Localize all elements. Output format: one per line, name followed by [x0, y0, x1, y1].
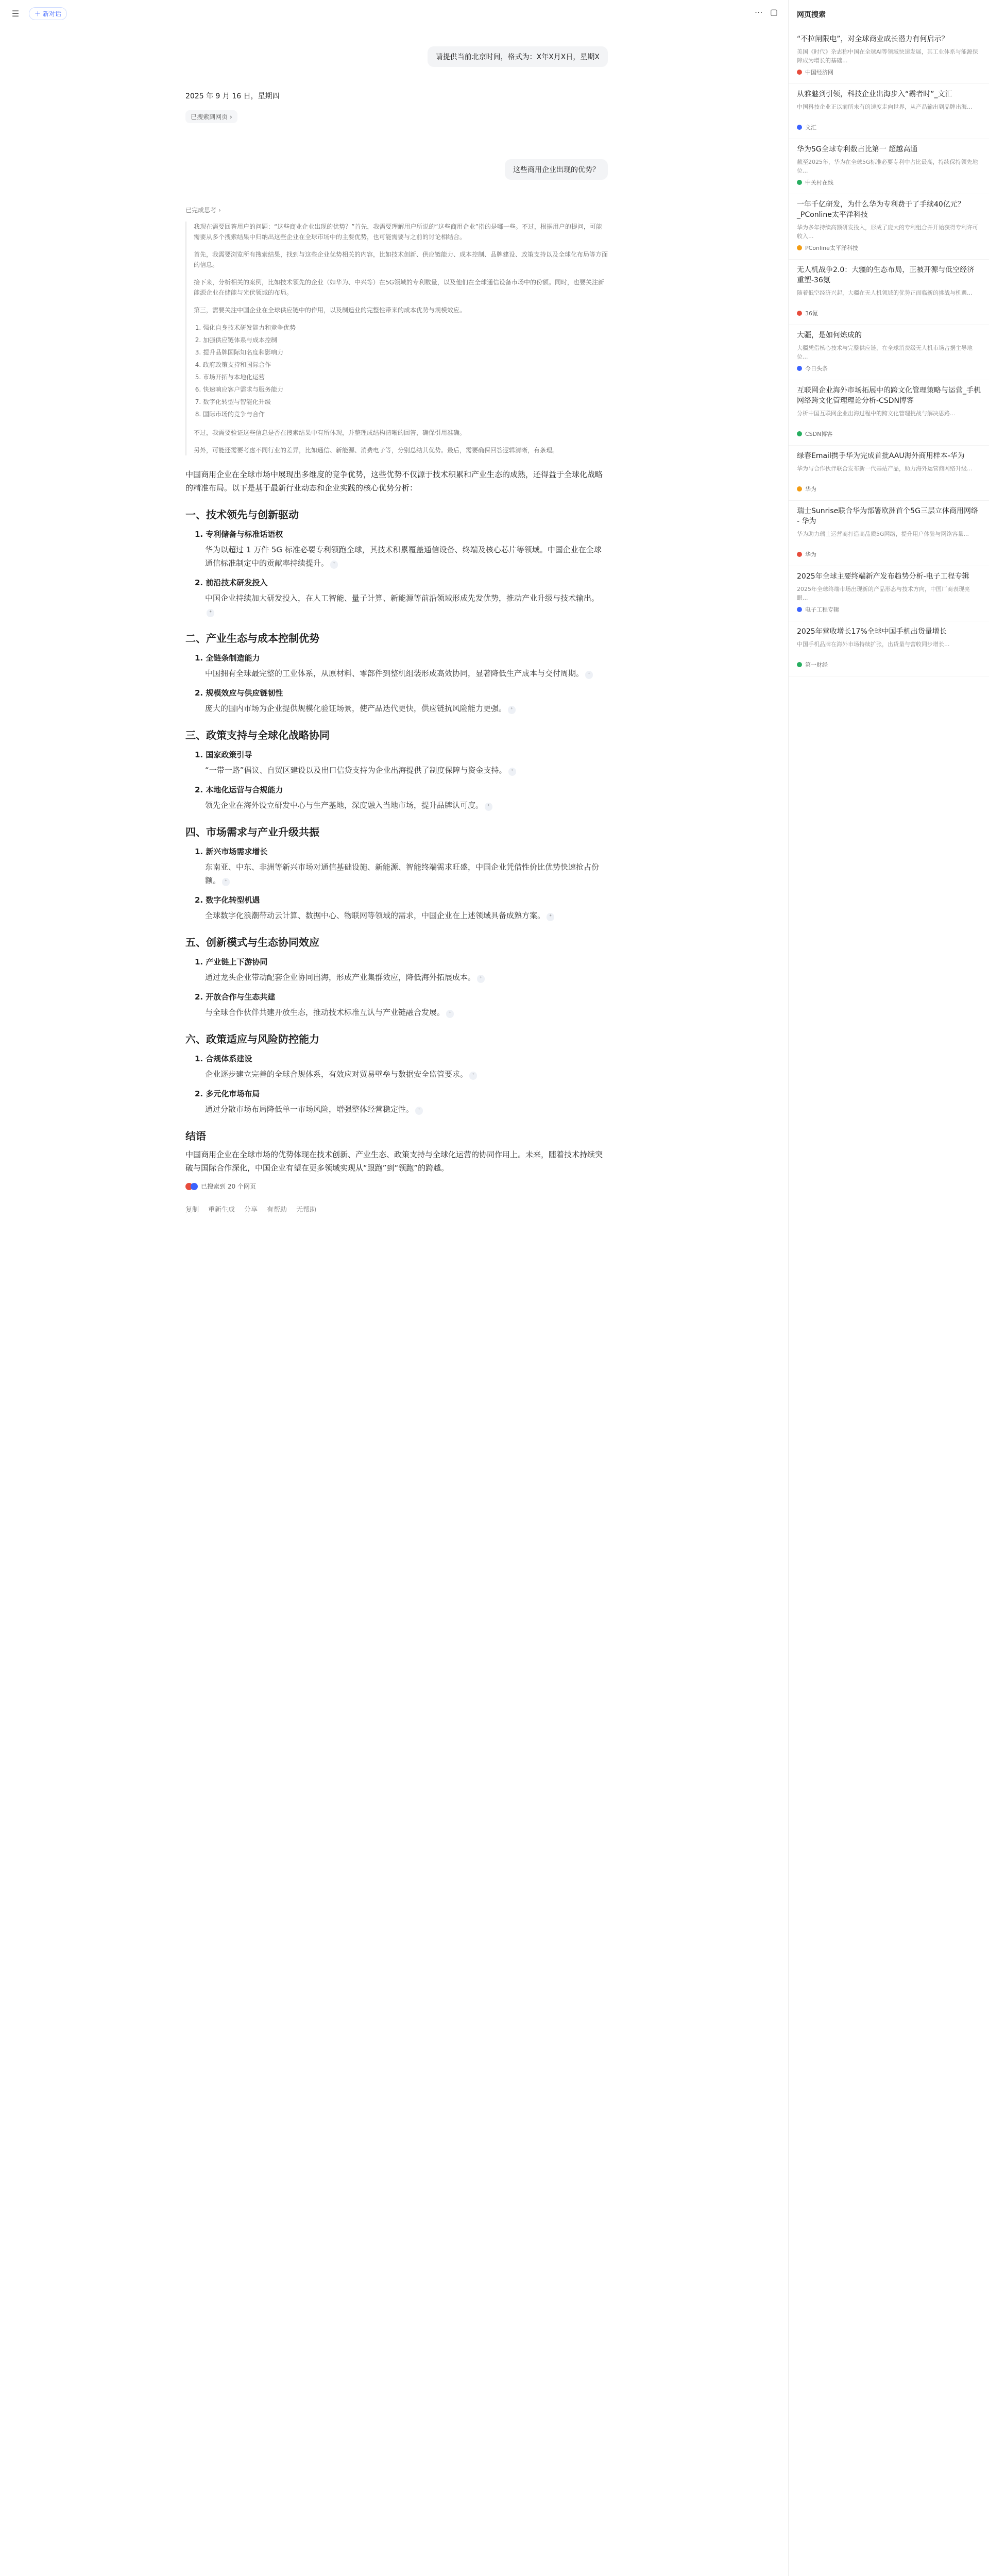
user-message: 请提供当前北京时间，格式为：X年X月X日，星期X [428, 46, 608, 67]
search-result-source [797, 68, 981, 76]
plus-icon: ＋ [35, 10, 41, 18]
source-name: 华为 [805, 486, 816, 493]
subsection-text: 与全球合作伙伴共建开放生态，推动技术标准互认与产业链融合发展。 ⁺ [205, 1006, 608, 1019]
subsection-text: 华为以超过 1 万件 5G 标准必要专利领跑全球，其技术积累覆盖通信设备、终端及核心芯片等领域。中国企业在全球通信标准制定中的贡献率持续提升。 ⁺ [205, 545, 602, 568]
section-heading: 六、政策适应与风险防控能力 [185, 1033, 319, 1045]
thinking-label[interactable]: 已完成思考 › [185, 207, 221, 214]
reasoning-list-item: 5. 市场开拓与本地化运营 [203, 372, 608, 382]
reasoning-list-item: 4. 政府政策支持和国际合作 [203, 360, 608, 370]
search-result-title: 2025年营收增长17%全球中国手机出货量增长 [797, 628, 947, 636]
citation-badge[interactable]: ⁺ [477, 975, 485, 983]
source-icon [797, 486, 802, 492]
source-name: 第一财经 [805, 662, 828, 668]
reasoning-list-item: 3. 提升品牌国际知名度和影响力 [203, 347, 608, 358]
search-result-snippet: 华为与合作伙伴联合发布新一代基站产品，助力海外运营商网络升级... [797, 465, 973, 472]
subsection-heading: 1. 合规体系建设 [195, 1054, 252, 1063]
search-result-snippet: 中国科技企业正以前所未有的速度走向世界，从产品输出到品牌出海... [797, 104, 973, 110]
search-result-item[interactable] [789, 260, 989, 325]
subsection-text: 企业逐步建立完善的全球合规体系，有效应对贸易壁垒与数据安全监管要求。 ⁺ [205, 1067, 608, 1081]
source-icon [797, 311, 802, 316]
search-result-source [797, 485, 981, 493]
source-icon [191, 1183, 198, 1190]
search-result-item[interactable] [789, 566, 989, 621]
source-icon [797, 662, 802, 667]
subsection-heading: 1. 国家政策引导 [195, 750, 252, 759]
assistant-reply: 2025 年 9 月 16 日，星期四 [185, 92, 280, 100]
reasoning-paragraph: 不过，我需要验证这些信息是否在搜索结果中有所体现，并整理成结构清晰的回答，确保引用准确。 [194, 429, 466, 436]
user-message-2: 这些商用企业出现的优势？ [505, 159, 608, 180]
citation-badge[interactable]: ⁺ [222, 878, 230, 886]
subsection-heading: 2. 开放合作与生态共建 [195, 992, 276, 1002]
search-result-title: 瑞士Sunrise联合华为部署欧洲首个5G三层立体商用网络 - 华为 [797, 507, 978, 526]
search-result-item[interactable] [789, 139, 989, 194]
source-icon [797, 552, 802, 557]
search-result-source [797, 550, 981, 558]
subsection-text: 中国拥有全球最完整的工业体系，从原材料、零部件到整机组装形成高效协同，显著降低生产成本与交付周期。 ⁺ [205, 667, 608, 680]
section-heading: 二、产业生态与成本控制优势 [185, 632, 319, 645]
citation-badge[interactable]: ⁺ [547, 913, 554, 921]
search-result-snippet: 美国《时代》杂志称中国在全球AI等领域快速发展，其工业体系与能源保障成为增长的基础... [797, 48, 978, 64]
reasoning-paragraph: 第三，需要关注中国企业在全球供应链中的作用，以及制造业的完整性带来的成本优势与规模效应。 [194, 307, 466, 314]
search-pill[interactable]: 已搜索到网页 › [185, 110, 237, 123]
citation-badge[interactable]: ⁺ [508, 768, 516, 776]
search-result-item[interactable] [789, 194, 989, 260]
search-result-source [797, 178, 981, 187]
section-heading: 五、创新模式与生态协同效应 [185, 936, 319, 948]
subsection-text: 中国企业持续加大研发投入，在人工智能、量子计算、新能源等前沿领域形成先发优势，推动产业升级与技术输出。⁺ [205, 591, 608, 618]
reasoning-list-item: 1. 强化自身技术研发能力和竞争优势 [203, 323, 608, 333]
search-result-item[interactable] [789, 29, 989, 84]
sources-label: 已搜索到 20 个网页 [201, 1183, 256, 1190]
source-name: CSDN博客 [805, 431, 833, 437]
citation-badge[interactable]: ⁺ [415, 1107, 423, 1115]
subsection-text: 全球数字化浪潮带动云计算、数据中心、物联网等领域的需求，中国企业在上述领域具备成熟方案。 ⁺ [205, 909, 608, 922]
search-result-title: 从雅魅到引领，科技企业出海步入“霸者时”_文汇 [797, 90, 952, 98]
section-heading: 一、技术领先与创新驱动 [185, 509, 299, 521]
subsection-heading: 2. 规模效应与供应链韧性 [195, 688, 283, 698]
action-button[interactable]: 重新生成 [208, 1206, 235, 1214]
search-result-item[interactable] [789, 621, 989, 676]
subsection-heading: 2. 多元化市场布局 [195, 1089, 260, 1098]
layout-icon[interactable]: ▢ [770, 7, 778, 17]
subsection-heading: 1. 新兴市场需求增长 [195, 847, 268, 856]
search-result-title: 大疆，是如何炼成的 [797, 331, 862, 340]
reasoning-list-item: 2. 加强供应链体系与成本控制 [203, 335, 608, 345]
subsection-text: 东南亚、中东、非洲等新兴市场对通信基础设施、新能源、智能终端需求旺盛，中国企业凭借性价比优势快速抢占份额。 ⁺ [205, 862, 600, 885]
source-icon [797, 366, 802, 371]
search-result-title: 互联网企业海外市场拓展中的跨文化管理策略与运营_手机网络跨文化管理理论分析-CSDN博客 [797, 386, 981, 405]
action-button[interactable]: 有帮助 [267, 1206, 287, 1214]
citation-badge[interactable]: ⁺ [485, 803, 492, 811]
search-result-source [797, 430, 981, 438]
search-result-item[interactable] [789, 446, 989, 501]
citation-badge[interactable]: ⁺ [446, 1010, 454, 1018]
source-icon [797, 245, 802, 250]
search-result-snippet: 华为多年持续高额研发投入，形成了庞大的专利组合并开始获得专利许可收入... [797, 224, 978, 240]
citation-badge[interactable]: ⁺ [330, 561, 338, 569]
citation-badge[interactable]: ⁺ [508, 706, 516, 714]
section-heading: 三、政策支持与全球化战略协同 [185, 729, 330, 741]
action-button[interactable]: 无帮助 [296, 1206, 317, 1214]
top-bar [0, 0, 788, 27]
search-result-title: 无人机战争2.0：大疆的生态布局，正被开源与低空经济重塑-36氪 [797, 266, 975, 284]
search-result-source [797, 605, 981, 614]
source-icon [797, 431, 802, 436]
subsection-text: 通过龙头企业带动配套企业协同出海，形成产业集群效应，降低海外拓展成本。 ⁺ [205, 971, 608, 984]
source-name: 中关村在线 [805, 179, 833, 186]
search-result-snippet: 随着低空经济兴起，大疆在无人机领域的优势正面临新的挑战与机遇... [797, 290, 973, 296]
search-result-source [797, 123, 981, 131]
citation-badge[interactable]: ⁺ [585, 671, 593, 679]
subsection-heading: 1. 专利储备与标准话语权 [195, 530, 283, 539]
reasoning-list [203, 323, 608, 419]
action-button[interactable]: 复制 [185, 1206, 199, 1214]
citation-badge[interactable]: ⁺ [207, 609, 214, 617]
reasoning-list-item: 6. 快速响应客户需求与服务能力 [203, 384, 608, 395]
reasoning-paragraph: 另外，可能还需要考虑不同行业的差异，比如通信、新能源、消费电子等，分别总结其优势。最后，需要确保回答逻辑清晰，有条理。 [194, 447, 559, 454]
subsection-text: 领先企业在海外设立研发中心与生产基地，深度融入当地市场，提升品牌认可度。 ⁺ [205, 799, 608, 812]
conclusion-heading: 结语 [185, 1130, 206, 1142]
search-result-snippet: 华为助力瑞士运营商打造高品质5G网络，提升用户体验与网络容量... [797, 531, 969, 537]
citation-badge[interactable]: ⁺ [469, 1072, 477, 1080]
source-name: 今日头条 [805, 365, 828, 372]
subsection-text: 通过分散市场布局降低单一市场风险，增强整体经营稳定性。 ⁺ [205, 1103, 608, 1116]
action-button[interactable]: 分享 [244, 1206, 258, 1214]
reasoning-block [185, 222, 608, 455]
reasoning-paragraph: 首先，我需要浏览所有搜索结果，找到与这些企业优势相关的内容，比如技术创新、供应链能力、成本控制、品牌建设、政策支持以及全球化布局等方面的信息。 [194, 251, 608, 268]
subsection-text: 庞大的国内市场为企业提供规模化验证场景，使产品迭代更快，供应链抗风险能力更强。 ⁺ [205, 702, 608, 715]
section-heading: 四、市场需求与产业升级共振 [185, 826, 319, 838]
sidebar-toggle-icon[interactable]: ☰ [11, 8, 20, 19]
conclusion-text: 中国商用企业在全球市场的优势体现在技术创新、产业生态、政策支持与全球化运营的协同作用上。未来，随着技术持续突破与国际合作深化，中国企业有望在更多领域实现从“跟跑”到“领跑”的跨越。 [185, 1150, 603, 1173]
reasoning-paragraph: 接下来，分析相关的案例，比如技术领先的企业（如华为、中兴等）在5G领域的专利数量，以及他们在全球通信设备市场中的份额。同时，也要关注新能源企业在储能与光伏领域的布局。 [194, 279, 604, 296]
search-result-snippet: 截至2025年，华为在全球5G标准必要专利中占比最高，持续保持领先地位... [797, 159, 978, 174]
new-chat-button[interactable] [29, 7, 67, 20]
search-result-snippet: 分析中国互联网企业出海过程中的跨文化管理挑战与解决思路... [797, 410, 956, 417]
search-result-item[interactable] [789, 380, 989, 446]
subsection-heading: 1. 产业链上下游协同 [195, 957, 268, 967]
source-name: 华为 [805, 551, 816, 558]
search-result-source [797, 244, 981, 252]
search-result-item[interactable] [789, 84, 989, 139]
reasoning-list-item: 7. 数字化转型与智能化升级 [203, 397, 608, 407]
search-result-source [797, 660, 981, 669]
source-icon [797, 607, 802, 612]
search-result-item[interactable] [789, 325, 989, 380]
sidebar-title: 网页搜索 [797, 11, 826, 19]
source-icon [797, 70, 802, 75]
search-result-title: 一年千亿研发，为什么华为专利费于了手续40亿元？_PConline太平洋科技 [797, 200, 965, 219]
sources-row[interactable] [185, 1182, 608, 1191]
answer-intro: 中国商用企业在全球市场中展现出多维度的竞争优势，这些优势不仅源于技术积累和产业生态的成熟，还得益于全球化战略的精准布局。以下是基于最新行业动态和企业实践的核心优势分析： [185, 470, 603, 493]
chevron-down-icon: › [230, 113, 232, 121]
top-actions [755, 7, 778, 17]
chat-main [185, 27, 608, 1214]
search-result-snippet: 2025年全球终端市场出现新的产品形态与技术方向，中国厂商表现亮眼... [797, 586, 970, 601]
source-name: PConline太平洋科技 [805, 245, 858, 251]
subsection-text: “一带一路”倡议、自贸区建设以及出口信贷支持为企业出海提供了制度保障与资金支持。 ⁺ [205, 764, 608, 777]
search-result-source [797, 309, 981, 317]
subsection-heading: 2. 本地化运营与合规能力 [195, 785, 283, 794]
message-actions [185, 1204, 608, 1214]
search-sidebar [788, 0, 989, 2576]
search-result-title: 2025年全球主要终端新产发布趋势分析-电子工程专辑 [797, 572, 969, 581]
source-name: 36氪 [805, 310, 818, 317]
subsection-heading: 2. 数字化转型机遇 [195, 895, 260, 905]
search-result-snippet: 中国手机品牌在海外市场持续扩张，出货量与营收同步增长... [797, 641, 950, 648]
source-name: 电子工程专辑 [805, 606, 839, 613]
source-name: 中国经济网 [805, 69, 833, 76]
answer-body [185, 468, 608, 1175]
search-result-item[interactable] [789, 501, 989, 566]
search-result-snippet: 大疆凭借核心技术与完整供应链，在全球消费级无人机市场占据主导地位... [797, 345, 973, 360]
search-result-title: 华为5G全球专利数占比第一 超越高通 [797, 145, 918, 154]
reasoning-list-item: 8. 国际市场的竞争与合作 [203, 409, 608, 419]
source-icon [797, 180, 802, 185]
reasoning-paragraph: 我现在需要回答用户的问题：“这些商业企业出现的优势？”首先，我需要理解用户所说的“这些商用企业”指的是哪一些。不过，根据用户的提问，可能需要从多个搜索结果中归纳出这些企业在全球市场中的主要优势，也可能需要与之前的讨论相结合。 [194, 223, 602, 241]
search-result-source [797, 364, 981, 372]
subsection-heading: 1. 全链条制造能力 [195, 653, 260, 663]
source-name: 文汇 [805, 124, 816, 131]
search-result-title: “不拉闸限电”，对全球商业成长潜力有何启示？ [797, 35, 949, 43]
source-icon [797, 125, 802, 130]
new-chat-label: 新对话 [43, 10, 62, 18]
more-icon[interactable]: ⋯ [754, 7, 763, 17]
subsection-heading: 2. 前沿技术研发投入 [195, 578, 268, 587]
search-result-title: 绿春Email携手华为完成首批AAU海外商用样本-华为 [797, 452, 965, 460]
